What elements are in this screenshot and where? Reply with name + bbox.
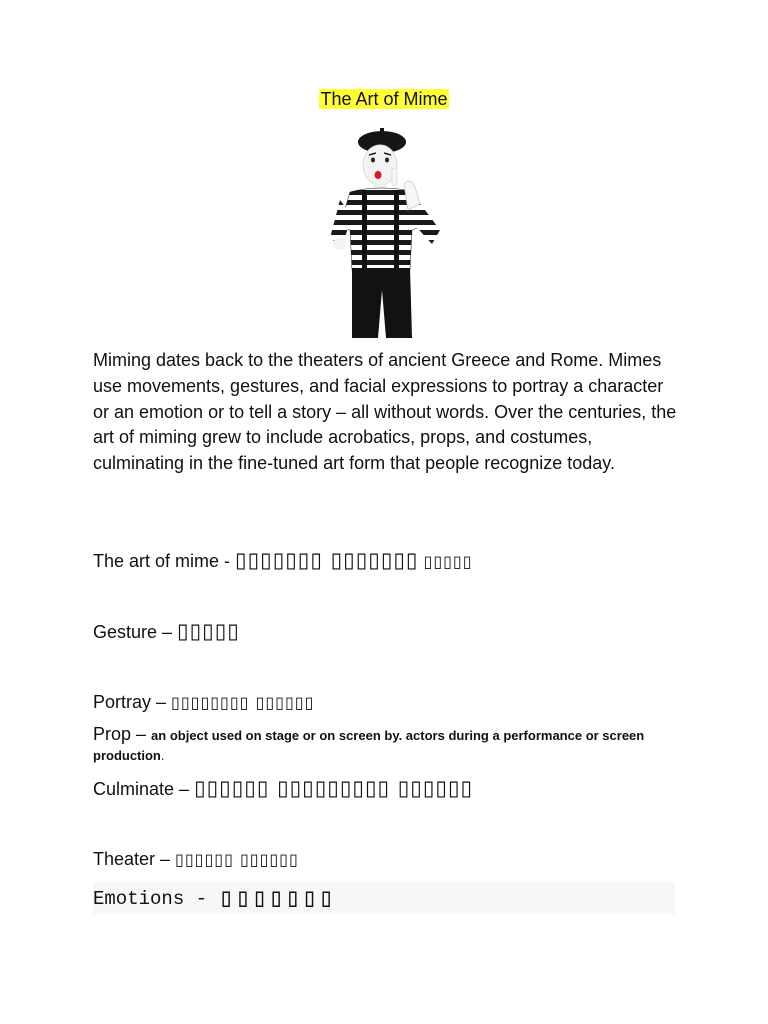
vocab-term: Theater – — [93, 849, 176, 869]
vocab-term: The art of mime - — [93, 551, 236, 571]
vocab-translation: ▯▯▯▯▯▯▯▯ ▯▯▯▯▯▯ — [171, 693, 315, 712]
document-title-line — [0, 87, 768, 111]
vocab-translation: ▯▯▯▯▯▯ ▯▯▯▯▯▯▯▯▯ ▯▯▯▯▯▯ — [194, 776, 474, 800]
vocab-item-art-of-mime — [93, 548, 473, 574]
vocab-translation-extra: ▯▯▯▯▯ — [423, 552, 473, 571]
vocab-term: Emotions - — [93, 888, 219, 910]
mime-figure-illustration — [312, 120, 460, 340]
vocab-item-prop — [93, 725, 673, 765]
vocab-item-portray — [93, 690, 314, 715]
emotions-line — [93, 882, 675, 915]
vocab-term: Prop – — [93, 724, 152, 744]
document-title: The Art of Mime — [320, 89, 448, 109]
vocab-item-gesture — [93, 619, 240, 644]
vocab-translation: ▯▯▯▯▯▯▯ ▯▯▯▯▯▯▯ — [235, 548, 419, 572]
vocab-definition: an object used on stage or on screen by. actors during a performance or screen production — [93, 728, 645, 763]
vocab-term: Culminate – — [93, 779, 195, 799]
vocab-translation: ▯▯▯▯▯ — [177, 619, 240, 643]
intro-paragraph: Miming dates back to the theaters of ancient Greece and Rome. Mimes use movements, gestures, and facial expressions to portray a character or an emotion or to tell a story – all without words. Over the centuries, the art of miming grew to include acrobatics, props, and costumes, culminating in the fine-tuned art form that people recognize today. — [93, 350, 677, 474]
vocab-item-emotions — [93, 882, 675, 914]
vocab-translation: ▯▯▯▯▯▯ ▯▯▯▯▯▯ — [175, 850, 299, 869]
vocab-item-culminate — [93, 776, 473, 801]
vocab-item-theater — [93, 847, 299, 872]
vocab-translation: ▯▯▯▯▯▯▯ — [218, 883, 335, 913]
vocab-definition-end: . — [160, 748, 165, 763]
vocab-term: Portray – — [93, 692, 172, 712]
vocab-term: Gesture – — [93, 622, 178, 642]
